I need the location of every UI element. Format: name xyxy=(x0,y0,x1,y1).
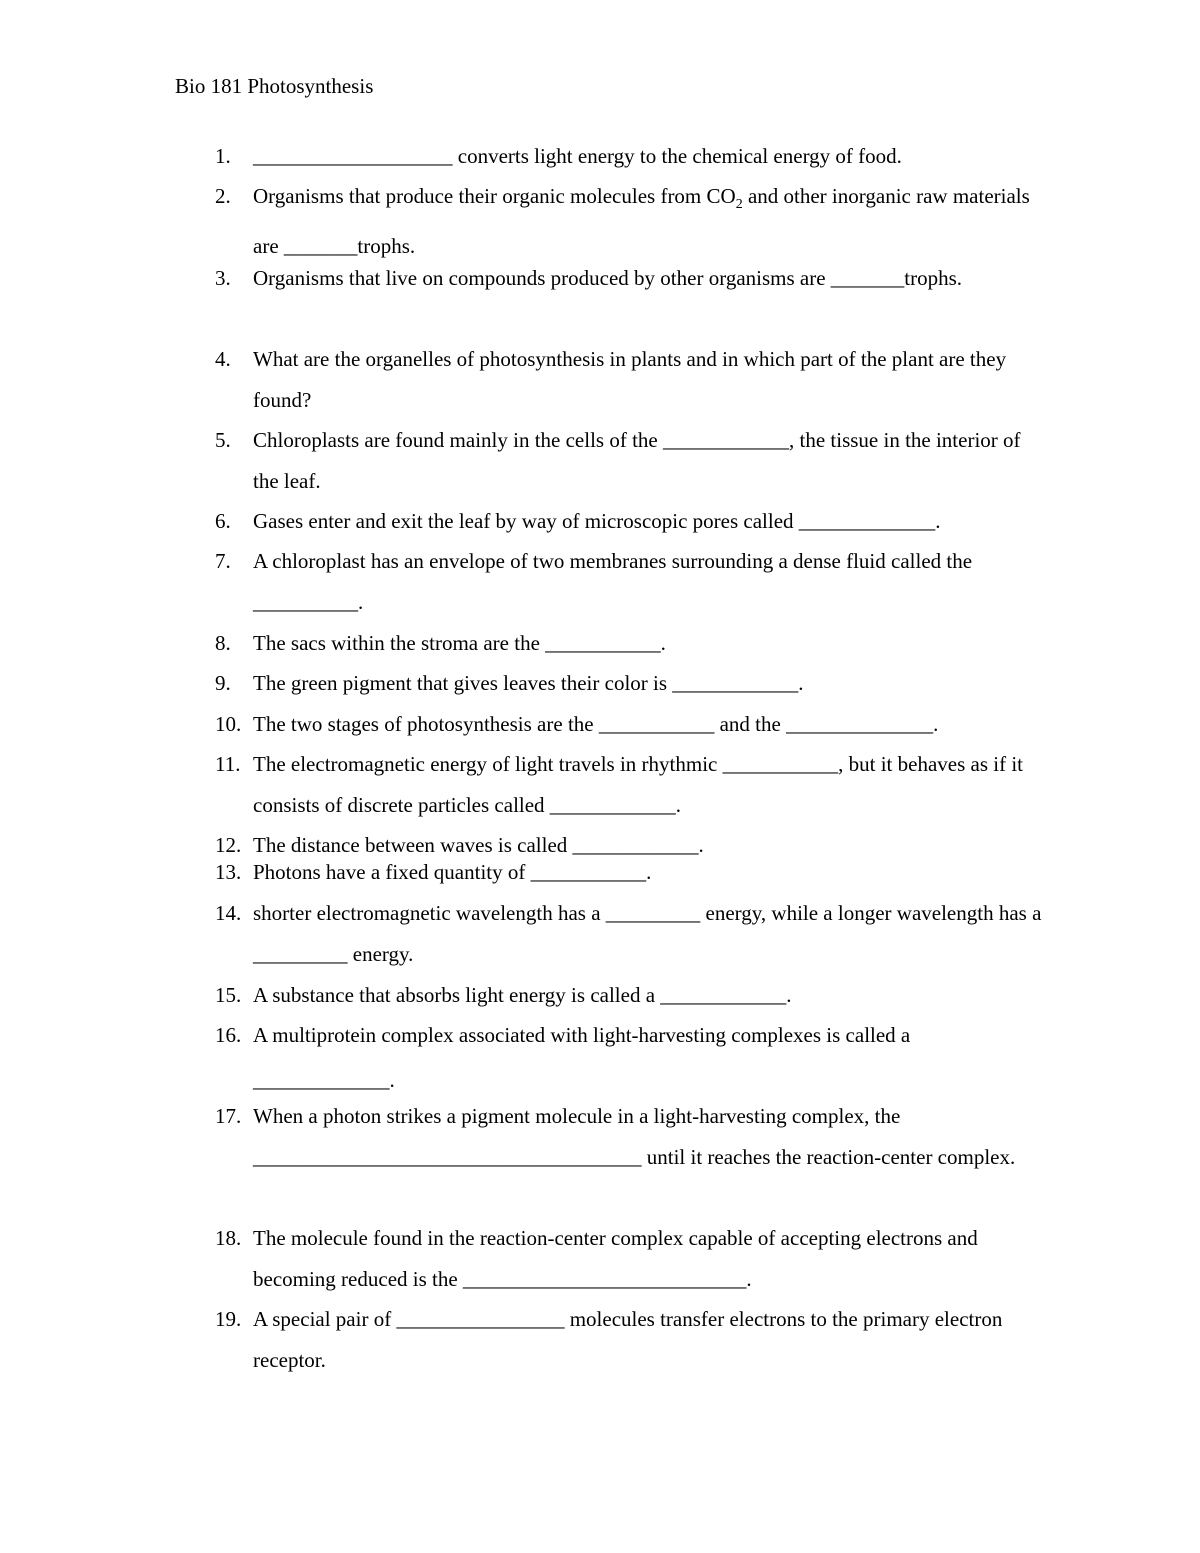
question-2 xyxy=(215,176,1045,267)
question-text: Organisms that live on compounds produced by other organisms are _______trophs. xyxy=(253,266,963,290)
question-text: The distance between waves is called ____________. xyxy=(253,833,704,857)
question-text: Chloroplasts are found mainly in the cells of the ____________, the tissue in the interior of the leaf. xyxy=(253,428,1021,493)
question-text: A chloroplast has an envelope of two membranes surrounding a dense fluid called the __________. xyxy=(253,549,973,614)
question-text: The sacs within the stroma are the ___________. xyxy=(253,631,666,655)
question-number: 14. xyxy=(215,901,242,925)
question-14 xyxy=(215,893,1045,974)
question-3 xyxy=(215,258,1045,299)
question-number: 8. xyxy=(215,631,231,655)
question-number: 15. xyxy=(215,983,242,1007)
question-number: 16. xyxy=(215,1023,242,1047)
question-number: 1. xyxy=(215,144,231,168)
question-text: The molecule found in the reaction-center complex capable of accepting electrons and becoming reduced is the ___________________________. xyxy=(253,1226,978,1291)
question-text: Organisms that produce their organic molecules from $CO_2$ and other inorganic raw materials are _______trophs. xyxy=(253,184,1030,258)
question-5 xyxy=(215,420,1045,501)
question-15 xyxy=(215,975,1045,1016)
question-17 xyxy=(215,1096,1045,1177)
question-11 xyxy=(215,744,1045,825)
question-18 xyxy=(215,1218,1045,1299)
question-16 xyxy=(215,1015,1045,1100)
question-text: The green pigment that gives leaves their color is ____________. xyxy=(253,671,804,695)
question-number: 17. xyxy=(215,1104,242,1128)
question-number: 11. xyxy=(215,752,241,776)
question-10 xyxy=(215,704,1045,745)
question-8 xyxy=(215,623,1045,664)
question-text: Photons have a fixed quantity of ___________. xyxy=(253,860,652,884)
question-13 xyxy=(215,852,1045,893)
question-number: 4. xyxy=(215,347,231,371)
question-text: A special pair of ________________ molecules transfer electrons to the primary electron receptor. xyxy=(253,1307,1003,1372)
question-text: A substance that absorbs light energy is called a ____________. xyxy=(253,983,792,1007)
question-9 xyxy=(215,663,1045,704)
question-number: 3. xyxy=(215,266,231,290)
question-19 xyxy=(215,1299,1045,1380)
question-number: 5. xyxy=(215,428,231,452)
question-text: shorter electromagnetic wavelength has a _________ energy, while a longer wavelength has a _________ energy. xyxy=(253,901,1042,966)
question-number: 6. xyxy=(215,509,231,533)
question-number: 9. xyxy=(215,671,231,695)
page-title: Bio 181 Photosynthesis xyxy=(175,74,374,98)
question-text: A multiprotein complex associated with light-harvesting complexes is called a _____________. xyxy=(253,1023,911,1092)
question-number: 10. xyxy=(215,712,242,736)
question-text: The two stages of photosynthesis are the ___________ and the ______________. xyxy=(253,712,939,736)
question-text: When a photon strikes a pigment molecule in a light-harvesting complex, the _____________________________________ until it reaches the reaction-center complex. xyxy=(253,1104,1016,1169)
question-1 xyxy=(215,136,1045,177)
question-text: ___________________ converts light energy to the chemical energy of food. xyxy=(253,144,902,168)
question-number: 12. xyxy=(215,833,242,857)
question-number: 13. xyxy=(215,860,242,884)
question-4 xyxy=(215,339,1045,420)
question-text: Gases enter and exit the leaf by way of microscopic pores called _____________. xyxy=(253,509,941,533)
question-text: What are the organelles of photosynthesis in plants and in which part of the plant are they found? xyxy=(253,347,1007,412)
question-number: 7. xyxy=(215,549,231,573)
question-number: 2. xyxy=(215,184,231,208)
question-7 xyxy=(215,541,1045,622)
question-6 xyxy=(215,501,1045,542)
question-number: 18. xyxy=(215,1226,242,1250)
question-text: The electromagnetic energy of light travels in rhythmic ___________, but it behaves as if it consists of discrete particles called ____________. xyxy=(253,752,1023,817)
question-number: 19. xyxy=(215,1307,242,1331)
